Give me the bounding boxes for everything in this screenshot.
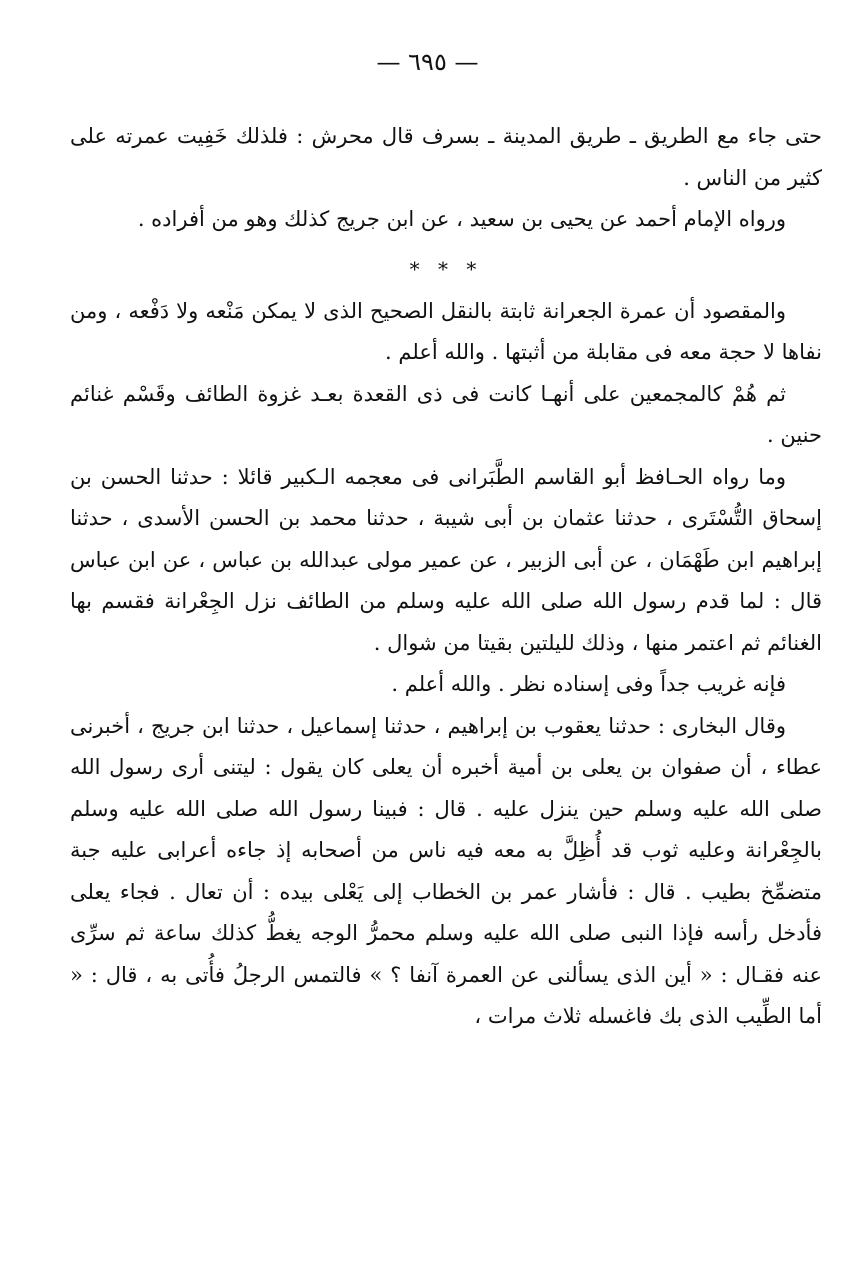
- paragraph-1: حتى جاء مع الطريق ـ طريق المدينة ـ بسرف قال محرش : فلذلك خَفِيت عمرته على كثير من الناس .: [70, 124, 822, 190]
- paragraph-7: وقال البخارى : حدثنا يعقوب بن إبراهيم ، حدثنا إسماعيل ، حدثنا ابن جريج ، أخبرنى عطاء ، أن صفوان بن يعلى بن أمية أخبره أن يعلى كان يقول : ليتنى أرى رسول الله صلى الله عليه وسلم حين ينزل عليه . قال : فبينا رسول الله صلى الله عليه وسلم بالجِعْرانة وعليه ثوب قد أُظِلَّ به معه فيه ناس من أصحابه إذ جاءه أعرابى عليه جبة متضمِّخ بطيب . قال : فأشار عمر بن الخطاب إلى يَعْلى بيده : أن تعال . فجاء يعلى فأدخل رأسه فإذا النبى صلى الله عليه وسلم محمرُّ الوجه يغطُّ كذلك ساعة ثم سرِّى عنه فقـال : « أين الذى يسألنى عن العمرة آنفا ؟ » فالتمس الرجلُ فأُتى به ، قال : « أما الطِّيب الذى بك فاغسله ثلاث مرات ،: [70, 713, 822, 1028]
- paragraph-2: ورواه الإمام أحمد عن يحيى بن سعيد ، عن ابن جريج كذلك وهو من أفراده .: [137, 207, 786, 231]
- paragraph-6: فإنه غريب جداً وفى إسناده نظر . والله أعلم .: [391, 672, 786, 696]
- page-number: — ٦٩٥ —: [376, 48, 479, 76]
- body-text: [70, 116, 822, 1038]
- paragraph-5: وما رواه الحـافظ أبو القاسم الطَّبَرانى فى معجمه الـكبير قائلا : حدثنا الحسن بن إسحاق التُّسْتَرى ، حدثنا عثمان بن أبى شيبة ، حدثنا محمد بن الحسن الأسدى ، حدثنا إبراهيم ابن طَهْمَان ، عن أبى الزبير ، عن عمير مولى عبدالله بن عباس ، عن ابن عباس قال : لما قدم رسول الله صلى الله عليه وسلم من الطائف نزل الجِعْرانة فقسم بها الغنائم ثم اعتمر منها ، وذلك لليلتين بقيتا من شوال .: [70, 464, 822, 655]
- section-separator: * * *: [409, 256, 483, 281]
- paragraph-4: ثم هُمْ كالمجمعين على أنهـا كانت فى ذى القعدة بعـد غزوة الطائف وقَسْم غنائم حنين .: [70, 381, 822, 447]
- paragraph-3: والمقصود أن عمرة الجعرانة ثابتة بالنقل الصحيح الذى لا يمكن مَنْعه ولا دَفْعه ، ومن نفاها لا حجة معه فى مقابلة من أثبتها . والله أعلم .: [70, 298, 822, 364]
